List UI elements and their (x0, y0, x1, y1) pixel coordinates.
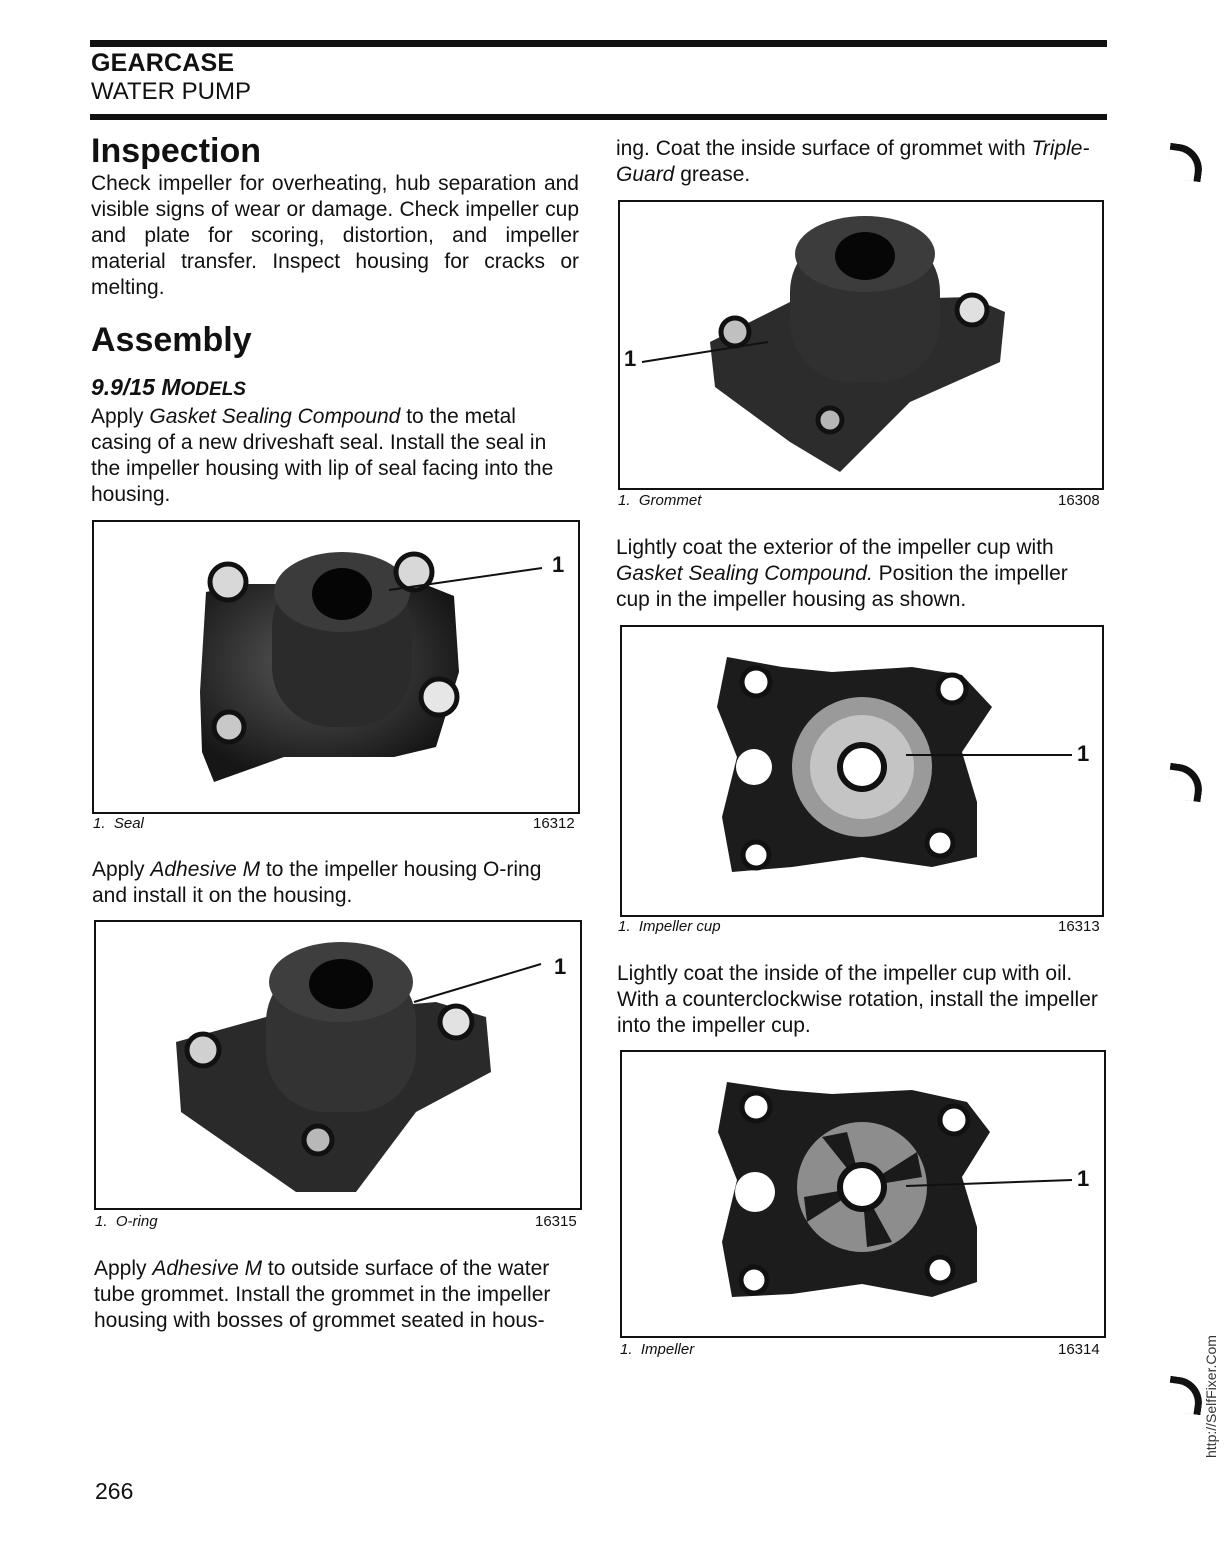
assembly-heading: Assembly (91, 321, 252, 359)
header-bottom-rule (90, 114, 1107, 120)
figure-number: 16313 (1058, 918, 1100, 935)
models-heading: 9.9/15 MODELS (91, 374, 246, 400)
impeller-photo (622, 1052, 1104, 1336)
callout-number: 1 (1077, 1166, 1090, 1191)
caption-grommet: 1. Grommet (618, 492, 702, 509)
inspection-heading: Inspection (91, 132, 262, 170)
page-number: 266 (95, 1478, 134, 1504)
inspection-text: Check impeller for overheating, hub separation and visible signs of wear or damage. Check impeller cup and plate for scoring, distortion, and impeller material transfer. Inspect housing for cracks or melting. (91, 172, 579, 299)
impeller-cup-photo (622, 627, 1102, 915)
oring-photo (96, 922, 580, 1208)
step-impeller-cup-text: Lightly coat the exterior of the impeller cup with Gasket Sealing Compound. Position the impeller cup in the impeller housing as shown. (616, 536, 1068, 611)
caption-oring: 1. O-ring (95, 1213, 158, 1230)
callout-number: 1 (1077, 741, 1090, 766)
section-title: GEARCASE (91, 49, 235, 77)
figure-grommet (618, 200, 1104, 490)
step-oring-text: Apply Adhesive M to the impeller housing O-ring and install it on the housing. (92, 858, 542, 907)
seal-photo (94, 522, 578, 812)
figure-impeller-cup (620, 625, 1104, 917)
figure-number: 16308 (1058, 492, 1100, 509)
grommet-continued-text: ing. Coat the inside surface of grommet with Triple-Guard grease. (616, 137, 1090, 186)
step-grommet-text: Apply Adhesive M to outside surface of the water tube grommet. Install the grommet in the impeller housing with bosses of grommet seated in hous- (94, 1257, 551, 1332)
edge-mark (1166, 1376, 1206, 1416)
watermark: http://SelfFixer.Com (1203, 1335, 1219, 1458)
figure-impeller (620, 1050, 1106, 1338)
figure-oring (94, 920, 582, 1210)
caption-impeller-cup: 1. Impeller cup (618, 918, 721, 935)
callout-number: 1 (624, 346, 637, 371)
figure-number: 16314 (1058, 1341, 1100, 1358)
header-top-rule (90, 40, 1107, 47)
figure-number: 16312 (533, 815, 575, 832)
figure-number: 16315 (535, 1213, 577, 1230)
grommet-photo (620, 202, 1102, 488)
figure-seal (92, 520, 580, 814)
caption-seal: 1. Seal (93, 815, 144, 832)
edge-mark (1166, 143, 1206, 183)
section-subtitle: WATER PUMP (91, 78, 251, 105)
callout-number: 1 (552, 552, 565, 577)
edge-mark (1166, 763, 1206, 803)
callout-number: 1 (554, 954, 567, 979)
step-seal-text: Apply Gasket Sealing Compound to the metal casing of a new driveshaft seal. Install the seal in the impeller housing with lip of seal facing into the housing. (91, 405, 554, 506)
caption-impeller: 1. Impeller (620, 1341, 695, 1358)
step-impeller-text: Lightly coat the inside of the impeller cup with oil. With a counterclockwise rotation, install the impeller into the impeller cup. (617, 962, 1098, 1037)
